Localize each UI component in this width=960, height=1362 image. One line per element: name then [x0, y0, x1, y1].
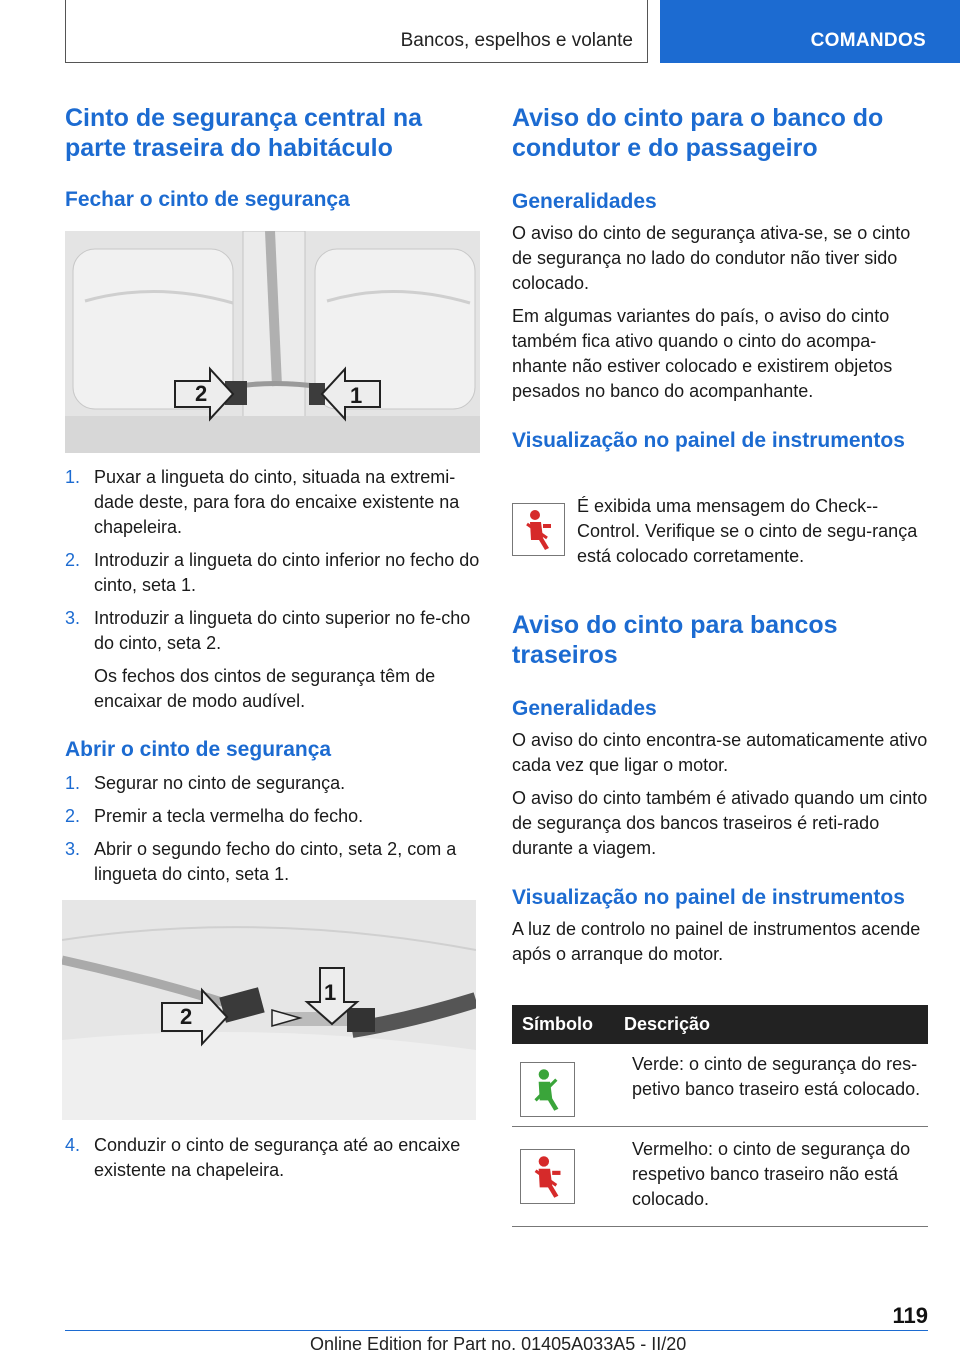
- subheading-display-2: Visualização no painel de instrumentos: [512, 886, 905, 909]
- arrow-label-1: 1: [324, 980, 337, 1005]
- paragraph: O aviso do cinto encontra-se automaticamente ativo cada vez que ligar o motor.: [512, 730, 928, 775]
- arrow-label-2: 2: [180, 1004, 193, 1029]
- seat-belt-open-illustration: [62, 900, 476, 1120]
- paragraph: O aviso do cinto de segurança ativa-se, se o cinto de segurança no lado do condutor não tiver sido colocado.: [512, 223, 911, 293]
- step-note: [65, 664, 480, 714]
- seat-belt-fasten-illustration: [65, 231, 480, 453]
- description-cell: Vermelho: o cinto de segurança do respetivo banco traseiro não está colocado.: [614, 1127, 928, 1227]
- chapter-tab[interactable]: [660, 0, 960, 63]
- step-number: 1.: [65, 467, 81, 487]
- left-column: [65, 103, 480, 213]
- list-item: [65, 804, 480, 829]
- header-box: [65, 0, 648, 63]
- table-header-row: [512, 1005, 928, 1044]
- seatbelt-green-icon: [520, 1062, 575, 1117]
- column-header-symbol: Símbolo: [512, 1005, 614, 1044]
- rear-seat-drawing: [65, 231, 480, 453]
- subheading-open: Abrir o cinto de segurança: [65, 738, 332, 761]
- column-header-description: Descrição: [614, 1005, 928, 1044]
- symbol-cell: [512, 1127, 614, 1227]
- symbol-cell: [512, 1044, 614, 1127]
- step-text: Premir a tecla vermelha do fecho.: [94, 806, 364, 826]
- step-number: 4.: [65, 1135, 81, 1155]
- open-section: [65, 736, 480, 887]
- subheading-general-1: Generalidades: [512, 190, 657, 213]
- step-number: 2.: [65, 550, 81, 570]
- step-number: 3.: [65, 839, 81, 859]
- chapter-tab-label: COMANDOS: [810, 30, 926, 51]
- seatbelt-red-icon: [520, 1149, 575, 1204]
- list-item: [65, 1133, 480, 1183]
- fasten-steps: [65, 465, 480, 714]
- subheading-fasten: Fechar o cinto de segurança: [65, 188, 350, 211]
- step-text: Abrir o segundo fecho do cinto, seta 2, com a lingueta do cinto, seta 1.: [94, 839, 457, 884]
- paragraph: É exibida uma mensagem do Check--Control. Verifique se o cinto de segu-rança está colocado corretamente.: [577, 496, 918, 566]
- list-item: [65, 606, 480, 656]
- table-row: [512, 1044, 928, 1127]
- section-title: Bancos, espelhos e volante: [400, 30, 633, 51]
- symbol-table: [512, 1005, 928, 1227]
- step-4: [65, 1133, 480, 1183]
- table-row: [512, 1127, 928, 1227]
- step-text: Segurar no cinto de segurança.: [94, 773, 346, 793]
- subheading-display-1: Visualização no painel de instrumentos: [512, 429, 905, 452]
- list-item: [65, 548, 480, 598]
- right-column-bottom: [512, 610, 928, 967]
- step-number: 1.: [65, 773, 81, 793]
- step-number: 3.: [65, 608, 81, 628]
- edition-note: Online Edition for Part no. 01405A033A5 - II/20: [310, 1334, 687, 1354]
- page-number: 119: [892, 1303, 928, 1328]
- footer-divider: [65, 1330, 928, 1331]
- section-heading-center-belt: Cinto de segurança central na parte traseira do habitáculo: [65, 104, 423, 162]
- list-item: [65, 465, 480, 540]
- step-text: Conduzir o cinto de segurança até ao encaixe existente na chapeleira.: [94, 1135, 461, 1180]
- seatbelt-warning-icon: [512, 503, 565, 556]
- section-heading-front-warning: Aviso do cinto para o banco do condutor e do passageiro: [512, 104, 884, 162]
- step-text: Introduzir a lingueta do cinto inferior no fecho do cinto, seta 1.: [94, 550, 480, 595]
- subheading-general-2: Generalidades: [512, 697, 657, 720]
- right-column-top: [512, 103, 928, 454]
- description-cell: Verde: o cinto de segurança do res-petivo banco traseiro está colocado.: [614, 1044, 928, 1127]
- list-item: [65, 837, 480, 887]
- step-text: Puxar a lingueta do cinto, situada na extremi-dade deste, para fora do encaixe existente na chapeleira.: [94, 467, 460, 537]
- list-item: [65, 771, 480, 796]
- paragraph: A luz de controlo no painel de instrumentos acende após o arranque do motor.: [512, 919, 921, 964]
- paragraph: Em algumas variantes do país, o aviso do cinto também fica ativo quando o cinto do acompa-nhante não estiver colocado e existirem objetos pesados no banco do acompanhante.: [512, 306, 893, 401]
- arrow-label-2: 2: [195, 381, 208, 406]
- step-text: Introduzir a lingueta do cinto superior no fe-cho do cinto, seta 2.: [94, 608, 471, 653]
- display-1-text: [577, 494, 928, 569]
- section-heading-rear-warning: Aviso do cinto para bancos traseiros: [512, 611, 838, 669]
- buckle-drawing: [62, 900, 476, 1120]
- step-number: 2.: [65, 806, 81, 826]
- arrow-label-1: 1: [350, 383, 363, 408]
- step-note-text: Os fechos dos cintos de segurança têm de encaixar de modo audível.: [94, 666, 436, 711]
- paragraph: O aviso do cinto também é ativado quando um cinto de segurança dos bancos traseiros é reti-rado durante a viagem.: [512, 788, 928, 858]
